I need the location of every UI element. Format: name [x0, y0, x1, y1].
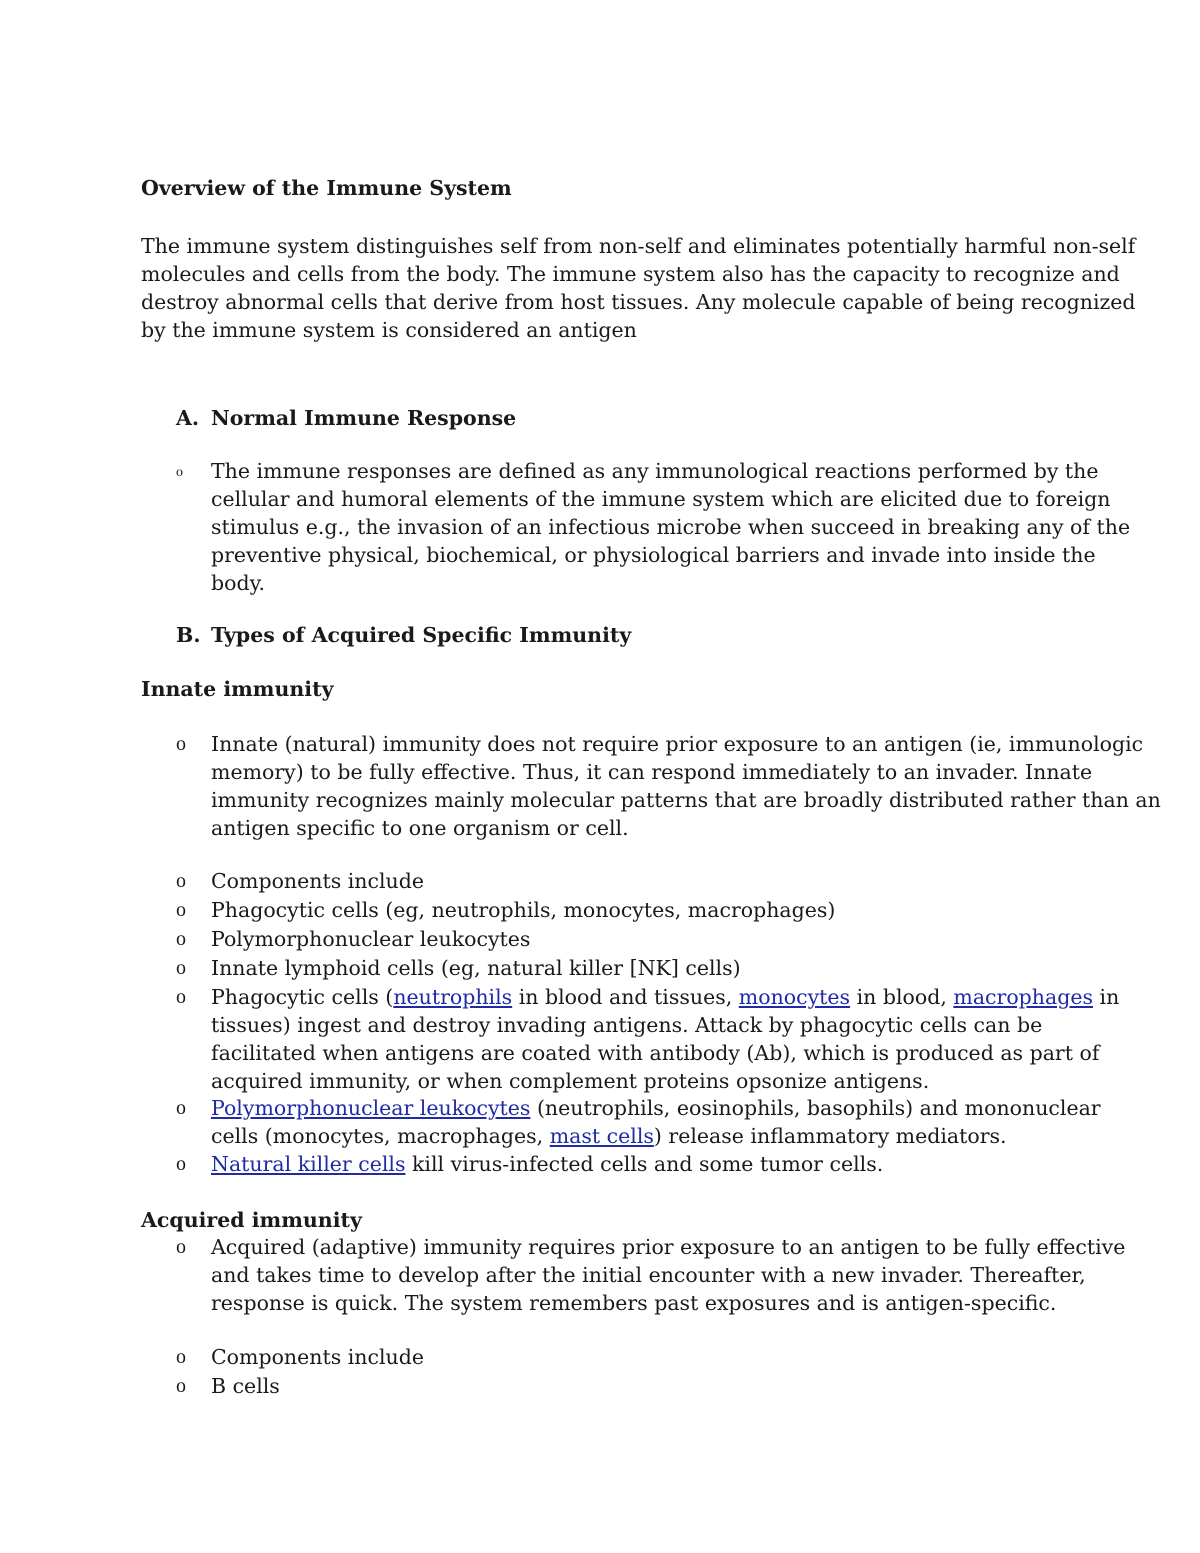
- text-fragment: (neutrophils, eosinophils, basophils) and mononuclear: [530, 1096, 1101, 1120]
- list-item-nk: [211, 1150, 883, 1178]
- section-a-line: body.: [211, 571, 265, 595]
- bullet-icon: o: [176, 1097, 186, 1119]
- section-a-heading: Normal Immune Response: [211, 406, 517, 430]
- acquired-line: response is quick. The system remembers past exposures and is antigen-specific.: [211, 1291, 1057, 1315]
- text-fragment: in blood,: [850, 985, 954, 1009]
- intro-paragraph: [141, 232, 1136, 344]
- section-b-heading: Types of Acquired Specific Immunity: [211, 623, 632, 647]
- section-b-letter: B.: [176, 623, 201, 647]
- list-item: B cells: [211, 1374, 280, 1398]
- text-fragment: in blood and tissues,: [512, 985, 739, 1009]
- acquired-line: and takes time to develop after the initial encounter with a new invader. Thereafter,: [211, 1263, 1086, 1287]
- list-item: Innate lymphoid cells (eg, natural killer [NK] cells): [211, 956, 741, 980]
- list-item: Phagocytic cells (eg, neutrophils, monocytes, macrophages): [211, 898, 836, 922]
- innate-line: immunity recognizes mainly molecular patterns that are broadly distributed rather than an: [211, 788, 1161, 812]
- bullet-icon: o: [176, 957, 186, 979]
- section-a-line: The immune responses are defined as any immunological reactions performed by the: [211, 459, 1099, 483]
- bullet-icon: o: [176, 1153, 186, 1175]
- bullet-icon: o: [176, 928, 186, 950]
- intro-line: by the immune system is considered an antigen: [141, 318, 637, 342]
- section-a-paragraph: [211, 457, 1130, 597]
- text-fragment: cells (monocytes, macrophages,: [211, 1124, 550, 1148]
- text-fragment: kill virus-infected cells and some tumor cells.: [405, 1152, 884, 1176]
- text-fragment: ) release inflammatory mediators.: [653, 1124, 1007, 1148]
- phagocytic-line: tissues) ingest and destroy invading antigens. Attack by phagocytic cells can be: [211, 1013, 1043, 1037]
- bullet-icon: o: [176, 1236, 186, 1258]
- innate-line: antigen specific to one organism or cell.: [211, 816, 629, 840]
- list-item: Components include: [211, 1345, 424, 1369]
- phagocytic-line: acquired immunity, or when complement proteins opsonize antigens.: [211, 1069, 930, 1093]
- innate-line: memory) to be fully effective. Thus, it can respond immediately to an invader. Innate: [211, 760, 1093, 784]
- polymorphonuclear-leukocytes-link[interactable]: Polymorphonuclear leukocytes: [211, 1096, 531, 1120]
- intro-line: molecules and cells from the body. The immune system also has the capacity to recognize and: [141, 262, 1120, 286]
- bullet-icon: o: [176, 899, 186, 921]
- bullet-icon: o: [176, 733, 186, 755]
- neutrophils-link[interactable]: neutrophils: [393, 985, 513, 1009]
- text-fragment: in: [1093, 985, 1120, 1009]
- macrophages-link[interactable]: macrophages: [953, 985, 1093, 1009]
- bullet-icon: o: [176, 986, 186, 1008]
- section-a-line: preventive physical, biochemical, or physiological barriers and invade into inside the: [211, 543, 1096, 567]
- natural-killer-cells-link[interactable]: Natural killer cells: [211, 1152, 406, 1176]
- bullet-icon: o: [176, 1375, 186, 1397]
- innate-heading: Innate immunity: [141, 677, 334, 701]
- list-item-phagocytic: [211, 983, 1119, 1095]
- section-a-letter: A.: [176, 406, 200, 430]
- bullet-icon: o: [176, 870, 186, 892]
- list-item: Polymorphonuclear leukocytes: [211, 927, 531, 951]
- acquired-paragraph: [211, 1233, 1125, 1317]
- section-a-line: stimulus e.g., the invasion of an infectious microbe when succeed in breaking any of the: [211, 515, 1131, 539]
- pmn-second-line: [211, 1122, 1101, 1150]
- phagocytic-first-line: [211, 983, 1119, 1011]
- mast-cells-link[interactable]: mast cells: [549, 1124, 654, 1148]
- acquired-line: Acquired (adaptive) immunity requires prior exposure to an antigen to be fully effective: [211, 1235, 1126, 1259]
- text-fragment: Phagocytic cells (: [211, 985, 394, 1009]
- bullet-icon: o: [176, 1346, 186, 1368]
- list-item: Components include: [211, 869, 424, 893]
- intro-line: The immune system distinguishes self from non-self and eliminates potentially harmful non-self: [141, 234, 1136, 258]
- page-title: Overview of the Immune System: [141, 176, 512, 200]
- bullet-icon: o: [176, 465, 183, 480]
- innate-line: Innate (natural) immunity does not require prior exposure to an antigen (ie, immunologic: [211, 732, 1144, 756]
- pmn-first-line: [211, 1094, 1101, 1122]
- section-a-line: cellular and humoral elements of the immune system which are elicited due to foreign: [211, 487, 1111, 511]
- list-item-pmn: [211, 1094, 1101, 1150]
- monocytes-link[interactable]: monocytes: [738, 985, 851, 1009]
- acquired-heading: Acquired immunity: [141, 1208, 362, 1232]
- intro-line: destroy abnormal cells that derive from host tissues. Any molecule capable of being recognized: [141, 290, 1136, 314]
- phagocytic-line: facilitated when antigens are coated with antibody (Ab), which is produced as part of: [211, 1041, 1100, 1065]
- innate-paragraph: [211, 730, 1161, 842]
